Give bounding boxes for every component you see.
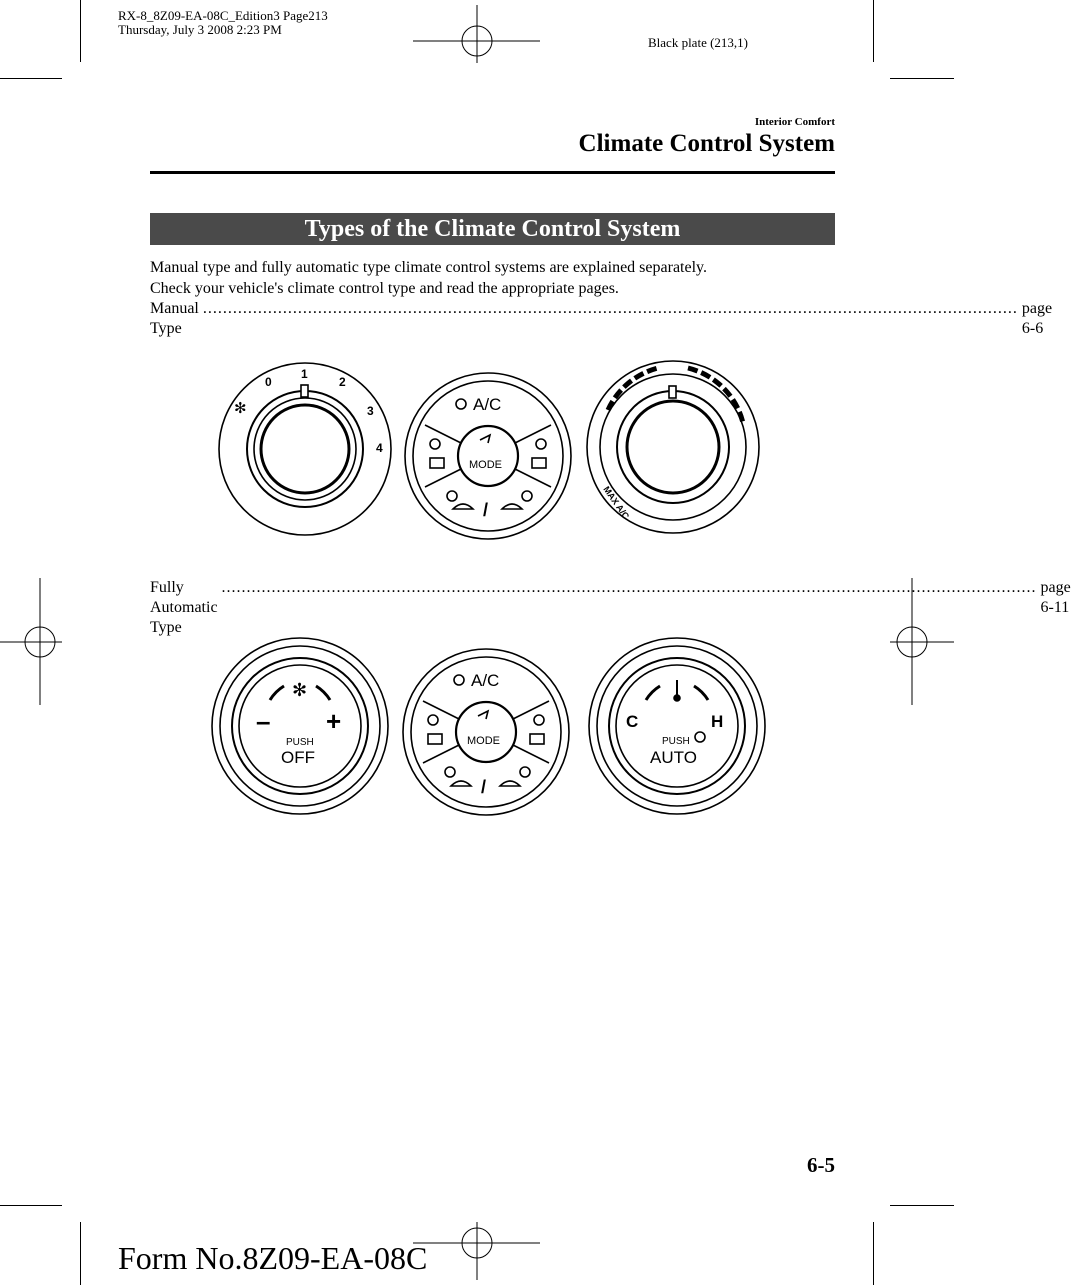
off-label: OFF bbox=[281, 748, 315, 767]
toc-page: page 6-11 bbox=[1040, 579, 1071, 616]
title-rule bbox=[150, 171, 835, 174]
form-number: Form No.8Z09-EA-08C bbox=[118, 1240, 428, 1276]
push-label: PUSH bbox=[662, 736, 690, 747]
hot-label: H bbox=[711, 712, 724, 731]
fan-speed-2: 2 bbox=[339, 375, 346, 389]
print-header-line1: RX-8_8Z09-EA-08C_Edition3 Page213 bbox=[118, 8, 328, 23]
page-number: 6-5 bbox=[807, 1153, 835, 1177]
fully-automatic-type-figure bbox=[210, 632, 770, 822]
plate-label: Black plate (213,1) bbox=[648, 35, 748, 50]
cold-label: C bbox=[626, 712, 639, 731]
manual-type-figure bbox=[215, 356, 775, 536]
section-heading: Types of the Climate Control System bbox=[150, 213, 835, 245]
toc-page: page 6-6 bbox=[1021, 300, 1053, 337]
fan-icon: ✻ bbox=[234, 400, 247, 417]
fan-minus-label: – bbox=[256, 706, 271, 736]
intro-line-1: Manual type and fully automatic type climate control systems are explained separately. bbox=[150, 259, 707, 276]
temperature-dial bbox=[587, 361, 759, 533]
mode-label: MODE bbox=[469, 459, 502, 471]
toc-fully-automatic-type[interactable] bbox=[150, 578, 1071, 638]
toc-leader: ................................................................................................................................................................... bbox=[221, 579, 1037, 596]
push-label: PUSH bbox=[286, 737, 314, 748]
toc-leader: ................................................................................................................................................................... bbox=[202, 300, 1018, 317]
auto-label: AUTO bbox=[650, 748, 697, 767]
recirc-slash: / bbox=[481, 777, 487, 797]
ac-label: A/C bbox=[473, 395, 502, 414]
fan-speed-3: 3 bbox=[367, 404, 374, 418]
mode-label: MODE bbox=[467, 735, 500, 747]
fan-speed-0: 0 bbox=[265, 375, 272, 389]
fan-icon: ✻ bbox=[292, 680, 308, 700]
fan-speed-1: 1 bbox=[301, 367, 308, 381]
max-ac-label: MAX A/C bbox=[601, 484, 632, 522]
recirc-slash: / bbox=[483, 500, 489, 520]
fan-speed-4: 4 bbox=[376, 441, 383, 455]
section-label: Interior Comfort bbox=[754, 116, 835, 128]
toc-manual-type[interactable] bbox=[150, 299, 1053, 339]
page-title: Climate Control System bbox=[578, 130, 835, 157]
temp-push-auto-dial bbox=[589, 638, 765, 814]
toc-label: Fully Automatic Type bbox=[150, 579, 218, 636]
fan-push-off-dial bbox=[212, 638, 388, 814]
intro-line-2: Check your vehicle's climate control type and read the appropriate pages. bbox=[150, 280, 619, 297]
fan-plus-label: + bbox=[326, 706, 342, 736]
ac-label: A/C bbox=[471, 671, 500, 690]
fan-speed-dial bbox=[219, 363, 391, 535]
toc-label: Manual Type bbox=[150, 300, 199, 337]
print-header-line2: Thursday, July 3 2008 2:23 PM bbox=[118, 22, 282, 37]
